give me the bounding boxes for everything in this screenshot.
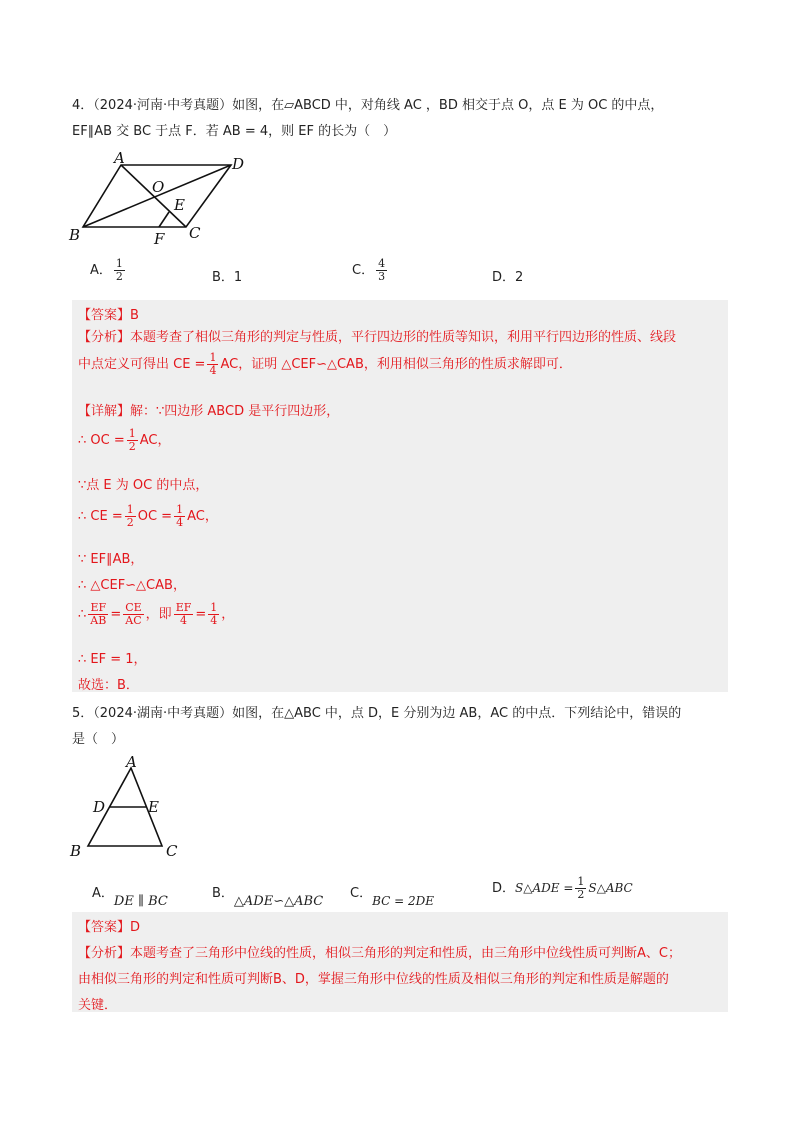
label-a: A (126, 756, 137, 771)
label-a: A (114, 150, 125, 167)
label-d: D (232, 155, 245, 173)
analysis-5-line-3: 关键． (78, 998, 118, 1013)
q4-option-d: D．2 (492, 270, 524, 285)
detail-4-step-1: ∴ OC = $\frac{1}{2}$ AC， (78, 427, 171, 453)
q5-option-a: A．DE ∥ BC (92, 886, 168, 909)
label-o: O (152, 178, 165, 196)
label-e: E (148, 798, 159, 816)
answer-block-5 (72, 912, 728, 1012)
q5-option-d: D．S△ADE = $\frac{1}{2}$ S△ABC (492, 875, 633, 901)
q4-option-a: A． $\frac{1}{2}$ (90, 257, 123, 283)
q5-option-b: B．△ADE∽△ABC (212, 886, 324, 909)
label-c: C (189, 224, 201, 242)
detail-4-step-5: ∴ △CEF∽△CAB， (78, 578, 186, 593)
question-5-line-2: 是（ ） (72, 732, 125, 747)
answer-4: 【答案】B (78, 308, 139, 323)
parallelogram-figure (66, 150, 266, 250)
answer-block-4 (72, 300, 728, 692)
answer-5: 【答案】D (78, 920, 141, 935)
label-b: B (70, 842, 82, 860)
detail-4-intro: 【详解】解：∵四边形 ABCD 是平行四边形， (78, 404, 340, 419)
detail-4-step-6: ∴ $\frac{EF}{AB}$ = $\frac{CE}{AC}$ ，即 $\frac{EF}{4}$ = $\frac{1}{4}$ ， (78, 601, 235, 627)
label-d: D (93, 798, 106, 816)
segment-ef (159, 212, 169, 227)
analysis-4-line-2: 中点定义可得出 CE = $\frac{1}{4}$ AC，证明 △CEF∽△CAB，利用相似三角形的性质求解即可． (78, 351, 572, 377)
detail-4-step-2: ∵点 E 为 OC 的中点， (78, 478, 209, 493)
label-b: B (69, 226, 81, 244)
detail-4-step-7: ∴ EF = 1， (78, 652, 147, 667)
analysis-5-line-2: 由相似三角形的判定和性质可判断B、D，掌握三角形中位线的性质及相似三角形的判定和性质是解题的 (78, 972, 669, 987)
question-4-line-1: 4．（2024·河南·中考真题）如图，在▱ABCD 中，对角线 AC ，BD 相交于点 O，点 E 为 OC 的中点， (72, 98, 664, 113)
question-4-line-2: EF∥AB 交 BC 于点 F．若 AB = 4，则 EF 的长为（ ） (72, 124, 397, 139)
q4-option-c: C． $\frac{4}{3}$ (352, 257, 386, 283)
triangle-figure (64, 756, 194, 866)
label-f: F (154, 230, 165, 248)
q4-option-b: B．1 (212, 270, 243, 285)
question-5-line-1: 5．（2024·湖南·中考真题）如图，在△ABC 中，点 D，E 分别为边 AB，AC 的中点．下列结论中，错误的 (72, 706, 682, 721)
q5-option-c: C．BC = 2DE (350, 886, 434, 908)
analysis-4-line-1: 【分析】本题考查了相似三角形的判定与性质，平行四边形的性质等知识，利用平行四边形的性质、线段 (78, 330, 677, 345)
analysis-5-line-1: 【分析】本题考查了三角形中位线的性质，相似三角形的判定和性质，由三角形中位线性质可判断A、C； (78, 946, 681, 961)
label-c: C (166, 842, 178, 860)
detail-4-step-4: ∵ EF∥AB， (78, 552, 144, 567)
choose-4: 故选：B． (78, 678, 139, 693)
detail-4-step-3: ∴ CE = $\frac{1}{2}$ OC = $\frac{1}{4}$ AC， (78, 503, 218, 529)
label-e: E (174, 196, 185, 214)
